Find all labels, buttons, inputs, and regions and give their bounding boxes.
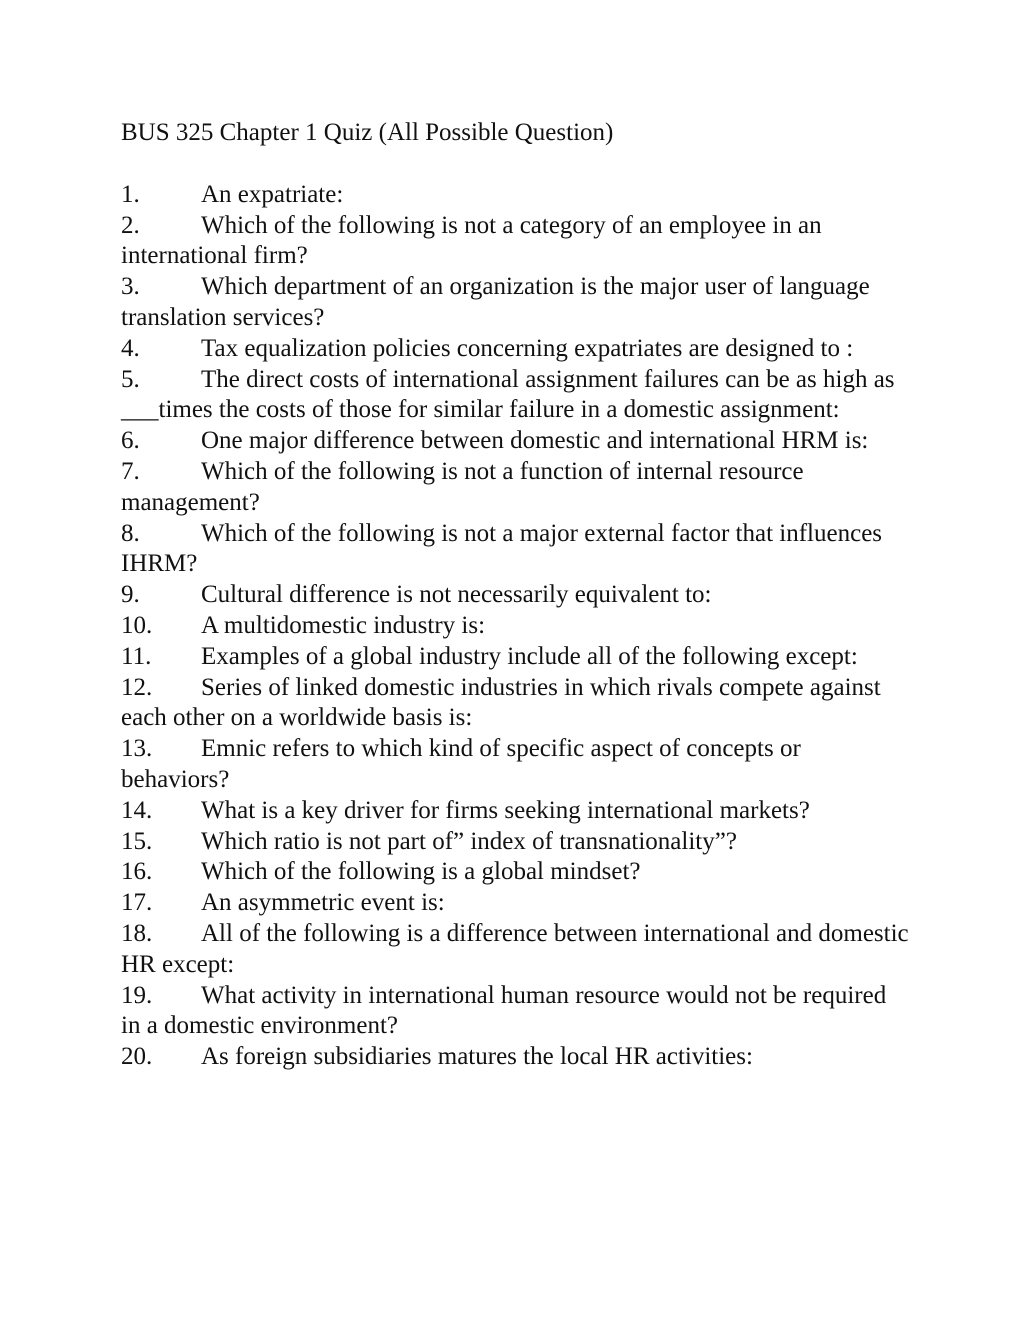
question-number: 5.	[121, 365, 140, 393]
question-text: The direct costs of international assignment failures can be as high as ___times the costs of those for similar failure in a domestic assignment:	[121, 365, 895, 424]
question-item	[121, 827, 911, 858]
question-number: 2.	[121, 211, 140, 239]
question-item	[121, 981, 911, 1043]
question-item	[121, 272, 911, 334]
question-text: Examples of a global industry include all of the following except:	[201, 642, 858, 670]
question-text: Tax equalization policies concerning expatriates are designed to :	[201, 334, 854, 362]
question-text: Which ratio is not part of” index of transnationality”?	[201, 827, 737, 855]
question-number: 1.	[121, 180, 140, 208]
question-text: One major difference between domestic and international HRM is:	[201, 427, 869, 455]
question-item	[121, 1042, 911, 1073]
question-text: Which department of an organization is the major user of language translation services?	[121, 273, 870, 331]
question-number: 15.	[121, 827, 153, 855]
question-text: Emnic refers to which kind of specific aspect of concepts or behaviors?	[121, 735, 801, 793]
document-title: BUS 325 Chapter 1 Quiz (All Possible Question)	[121, 119, 614, 146]
question-item	[121, 365, 911, 427]
question-item	[121, 796, 911, 827]
question-item	[121, 673, 911, 735]
question-text: An expatriate:	[201, 180, 344, 208]
question-item	[121, 180, 911, 211]
question-number: 17.	[121, 889, 153, 917]
question-number: 14.	[121, 796, 153, 824]
question-item	[121, 426, 911, 457]
question-number: 3.	[121, 273, 140, 301]
question-number: 16.	[121, 858, 153, 886]
question-item	[121, 642, 911, 673]
question-item	[121, 580, 911, 611]
question-list	[121, 180, 911, 1073]
question-item	[121, 519, 911, 581]
question-item	[121, 919, 911, 981]
question-number: 20.	[121, 1043, 153, 1071]
question-text: Which of the following is not a major external factor that influences IHRM?	[121, 519, 883, 578]
question-text: Which of the following is a global mindset?	[201, 858, 641, 886]
question-number: 12.	[121, 673, 153, 701]
question-text: As foreign subsidiaries matures the local HR activities:	[201, 1043, 753, 1071]
question-number: 4.	[121, 334, 140, 362]
question-number: 8.	[121, 519, 140, 547]
question-text: Series of linked domestic industries in which rivals compete against each other on a worldwide basis is:	[121, 673, 881, 732]
question-number: 13.	[121, 735, 153, 763]
question-item	[121, 211, 911, 273]
question-text: An asymmetric event is:	[201, 889, 445, 917]
question-item	[121, 734, 911, 796]
question-number: 19.	[121, 981, 153, 1009]
question-item	[121, 857, 911, 888]
document-page	[121, 118, 911, 1073]
question-item	[121, 457, 911, 519]
question-text: Which of the following is not a category of an employee in an international firm?	[121, 211, 822, 270]
question-text: What activity in international human resource would not be required in a domestic environment?	[121, 981, 887, 1040]
question-number: 18.	[121, 919, 153, 947]
question-number: 7.	[121, 457, 140, 485]
question-item	[121, 334, 911, 365]
question-item	[121, 611, 911, 642]
question-text: Which of the following is not a function of internal resource management?	[121, 457, 804, 516]
question-text: Cultural difference is not necessarily equivalent to:	[201, 581, 712, 609]
question-number: 6.	[121, 427, 140, 455]
question-text: A multidomestic industry is:	[201, 611, 486, 639]
question-number: 10.	[121, 611, 153, 639]
question-number: 9.	[121, 581, 140, 609]
question-text: All of the following is a difference between international and domestic HR except:	[121, 919, 909, 978]
question-item	[121, 888, 911, 919]
question-number: 11.	[121, 642, 152, 670]
question-text: What is a key driver for firms seeking international markets?	[201, 796, 810, 824]
